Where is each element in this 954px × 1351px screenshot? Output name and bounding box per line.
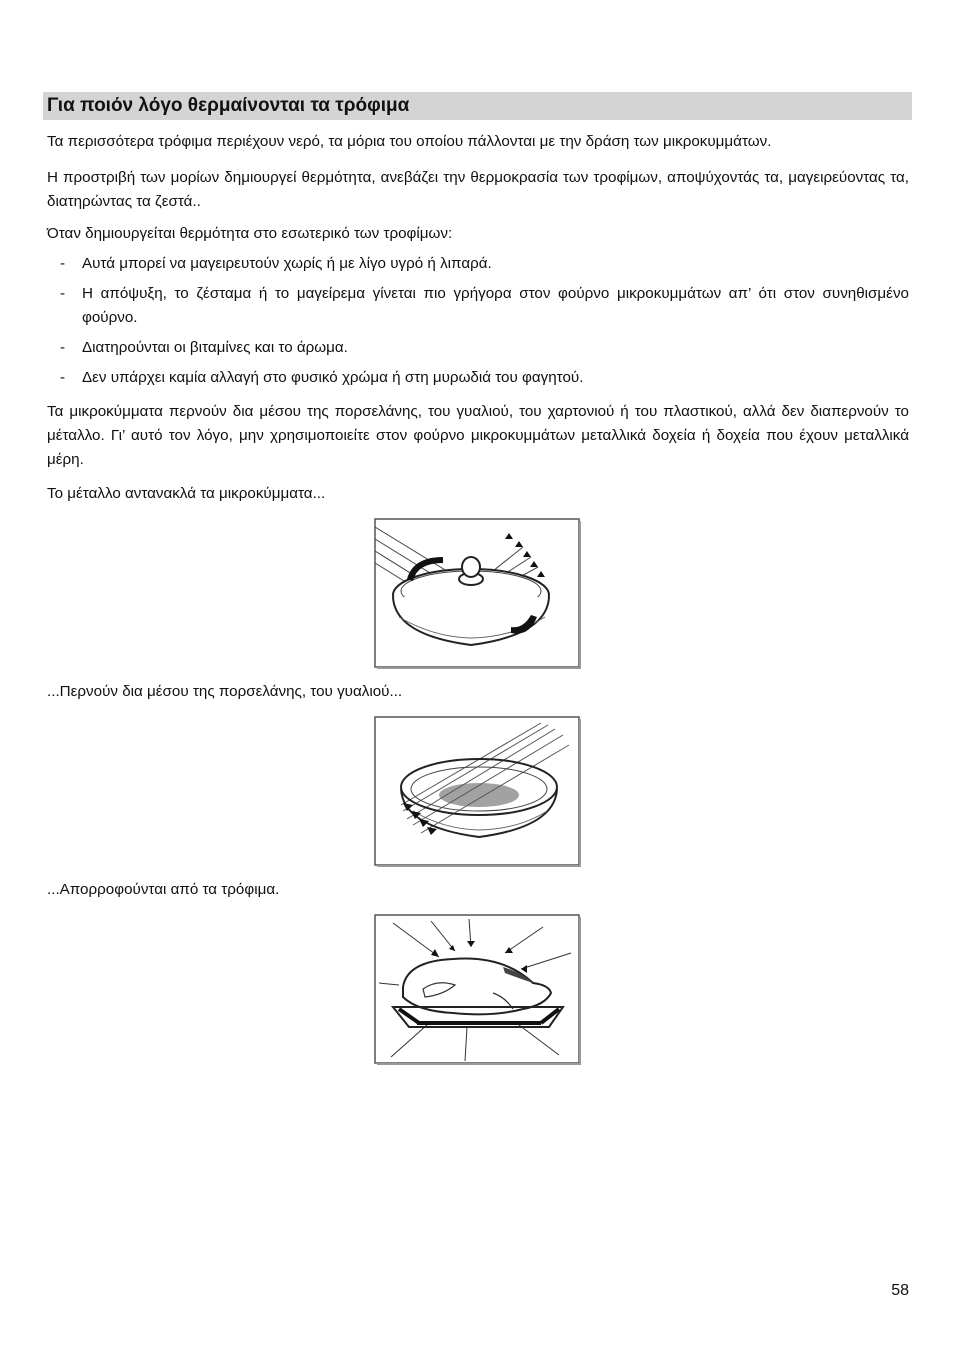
- list-item: - Αυτά μπορεί να μαγειρευτούν χωρίς ή με λίγο υγρό ή λιπαρά.: [60, 252, 909, 276]
- paragraph-materials: Τα μικροκύμματα περνούν δια μέσου της πορσελάνης, του γυαλιού, του χαρτονιού ή του πλαστικού, αλλά δεν διαπερνούν το μέταλλο. Γι’ αυτό τον λόγο, μην χρησιμοποιείτε στον φούρνο μικροκυμμάτων μεταλλικά δοχεία ή δοχεία που έχουν μεταλλικά μέρη.: [47, 403, 909, 468]
- caption-passes-through: ...Περνούν δια μέσου της πορσελάνης, του γυαλιού...: [47, 683, 403, 700]
- glass-dish-illustration: [373, 715, 581, 867]
- page-number: 58: [891, 1282, 909, 1299]
- benefits-list: [60, 252, 909, 396]
- list-item: - Δεν υπάρχει καμία αλλαγή στο φυσικό χρώμα ή στη μυρωδιά του φαγητού.: [60, 366, 909, 390]
- list-dash: -: [60, 285, 66, 302]
- section-heading: Για ποιόν λόγο θερμαίνονται τα τρόφιμα: [43, 92, 912, 120]
- paragraph-water-molecules: Τα περισσότερα τρόφιμα περιέχουν νερό, τα μόρια του οποίου πάλλονται με την δράση των μικροκυμμάτων.: [47, 133, 772, 150]
- paragraph-list-intro: Όταν δημιουργείται θερμότητα στο εσωτερικό των τροφίμων:: [47, 225, 453, 242]
- caption-absorbed: ...Απορροφούνται από τα τρόφιμα.: [47, 881, 280, 898]
- list-dash: -: [60, 255, 66, 272]
- paragraph-friction-heat: Η προστριβή των μορίων δημιουργεί θερμότητα, ανεβάζει την θερμοκρασία των τροφίμων, αποψύχοντάς τα, μαγειρεύοντας τα, διατηρώντας τα ζεστά..: [47, 169, 909, 210]
- caption-metal-reflects: Το μέταλλο αντανακλά τα μικροκύμματα...: [47, 485, 326, 502]
- metal-pot-reflection-illustration: [373, 517, 581, 669]
- food-absorption-illustration: [373, 913, 581, 1065]
- list-dash: -: [60, 339, 66, 356]
- list-item: - Διατηρούνται οι βιταμίνες και το άρωμα.: [60, 336, 909, 360]
- list-dash: -: [60, 369, 66, 386]
- list-item: - Η απόψυξη, το ζέσταμα ή το μαγείρεμα γίνεται πιο γρήγορα στον φούρνο μικροκυμμάτων απ’ ότι στον συνηθισμένο φούρνο.: [60, 282, 909, 330]
